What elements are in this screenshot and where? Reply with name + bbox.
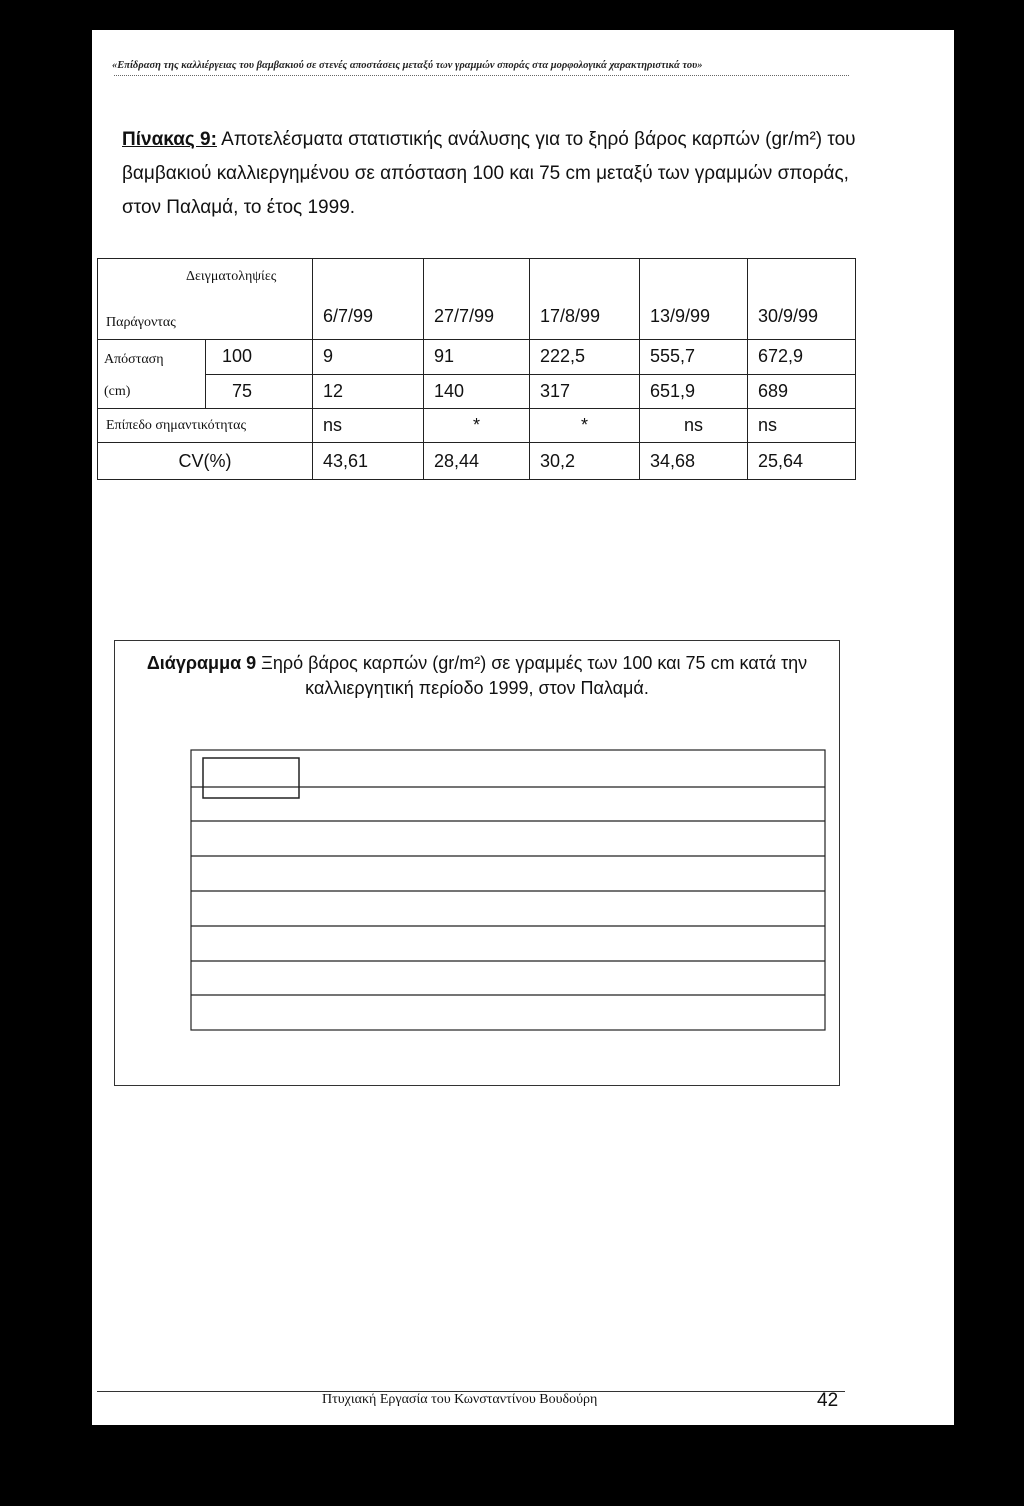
distance-label-cell (98, 340, 206, 409)
table-cell: 140 (424, 374, 530, 409)
cv-cell: 34,68 (640, 443, 748, 480)
table-header-row (98, 259, 856, 340)
document-page (92, 30, 954, 1425)
table-cell: 555,7 (640, 340, 748, 375)
date-header: 6/7/99 (313, 259, 424, 340)
table-caption (122, 123, 892, 225)
significance-cell: * (530, 409, 640, 443)
page-number: 42 (817, 1390, 839, 1411)
table-cell: 689 (748, 374, 856, 409)
table-cell: 12 (313, 374, 424, 409)
cv-cell: 43,61 (313, 443, 424, 480)
diagram-frame (114, 640, 840, 1086)
table-cell: 222,5 (530, 340, 640, 375)
results-table (97, 258, 856, 480)
significance-cell: ns (748, 409, 856, 443)
plot-box (191, 750, 825, 1030)
distance-value: 75 (206, 374, 313, 409)
running-header: «Επίδραση της καλλιέργειας του βαμβακιού σε στενές αποστάσεις μεταξύ των γραμμών σποράς στα μορφολογικά χαρακτηριστικά του» (112, 60, 703, 71)
cv-cell: 25,64 (748, 443, 856, 480)
table-cell: 651,9 (640, 374, 748, 409)
footer-text: Πτυχιακή Εργασία του Κωνσταντίνου Βουδούρη (322, 1392, 598, 1407)
significance-label: Επίπεδο σημαντικότητας (98, 409, 313, 443)
table-cell: 317 (530, 374, 640, 409)
legend-box (203, 758, 299, 798)
table-row (98, 340, 856, 375)
cv-label: CV(%) (98, 443, 313, 480)
distance-label: Απόσταση (104, 352, 164, 367)
table-caption-lead: Πίνακας 9: (122, 129, 217, 150)
table-row (98, 374, 856, 409)
significance-cell: ns (640, 409, 748, 443)
significance-row (98, 409, 856, 443)
date-header: 13/9/99 (640, 259, 748, 340)
table-corner-cell (98, 259, 313, 340)
date-header: 30/9/99 (748, 259, 856, 340)
distance-value: 100 (206, 340, 313, 375)
empty-chart-area (115, 641, 839, 1085)
corner-label-samplings: Δειγματοληψίες (186, 269, 277, 284)
cv-cell: 30,2 (530, 443, 640, 480)
date-header: 17/8/99 (530, 259, 640, 340)
table-cell: 672,9 (748, 340, 856, 375)
table-cell: 91 (424, 340, 530, 375)
distance-unit: (cm) (104, 384, 131, 399)
diagram-title-text: Ξηρό βάρος καρπών (gr/m²) σε γραμμές των 100 και 75 cm κατά την καλλιεργητική περίοδο 1999, στον Παλαμά. (256, 653, 808, 698)
corner-label-factor: Παράγοντας (106, 315, 176, 330)
header-rule (114, 75, 849, 76)
significance-cell: ns (313, 409, 424, 443)
cv-cell: 28,44 (424, 443, 530, 480)
cv-row (98, 443, 856, 480)
diagram-title-lead: Διάγραμμα 9 (146, 653, 257, 673)
table-cell: 9 (313, 340, 424, 375)
table-caption-text: Αποτελέσματα στατιστικής ανάλυσης για το ξηρό βάρος καρπών (gr/m²) του βαμβακιού καλλιεργημένου σε απόσταση 100 και 75 cm μεταξύ των γραμμών σποράς, στον Παλαμά, το έτος 1999. (122, 129, 856, 218)
significance-cell: * (424, 409, 530, 443)
date-header: 27/7/99 (424, 259, 530, 340)
